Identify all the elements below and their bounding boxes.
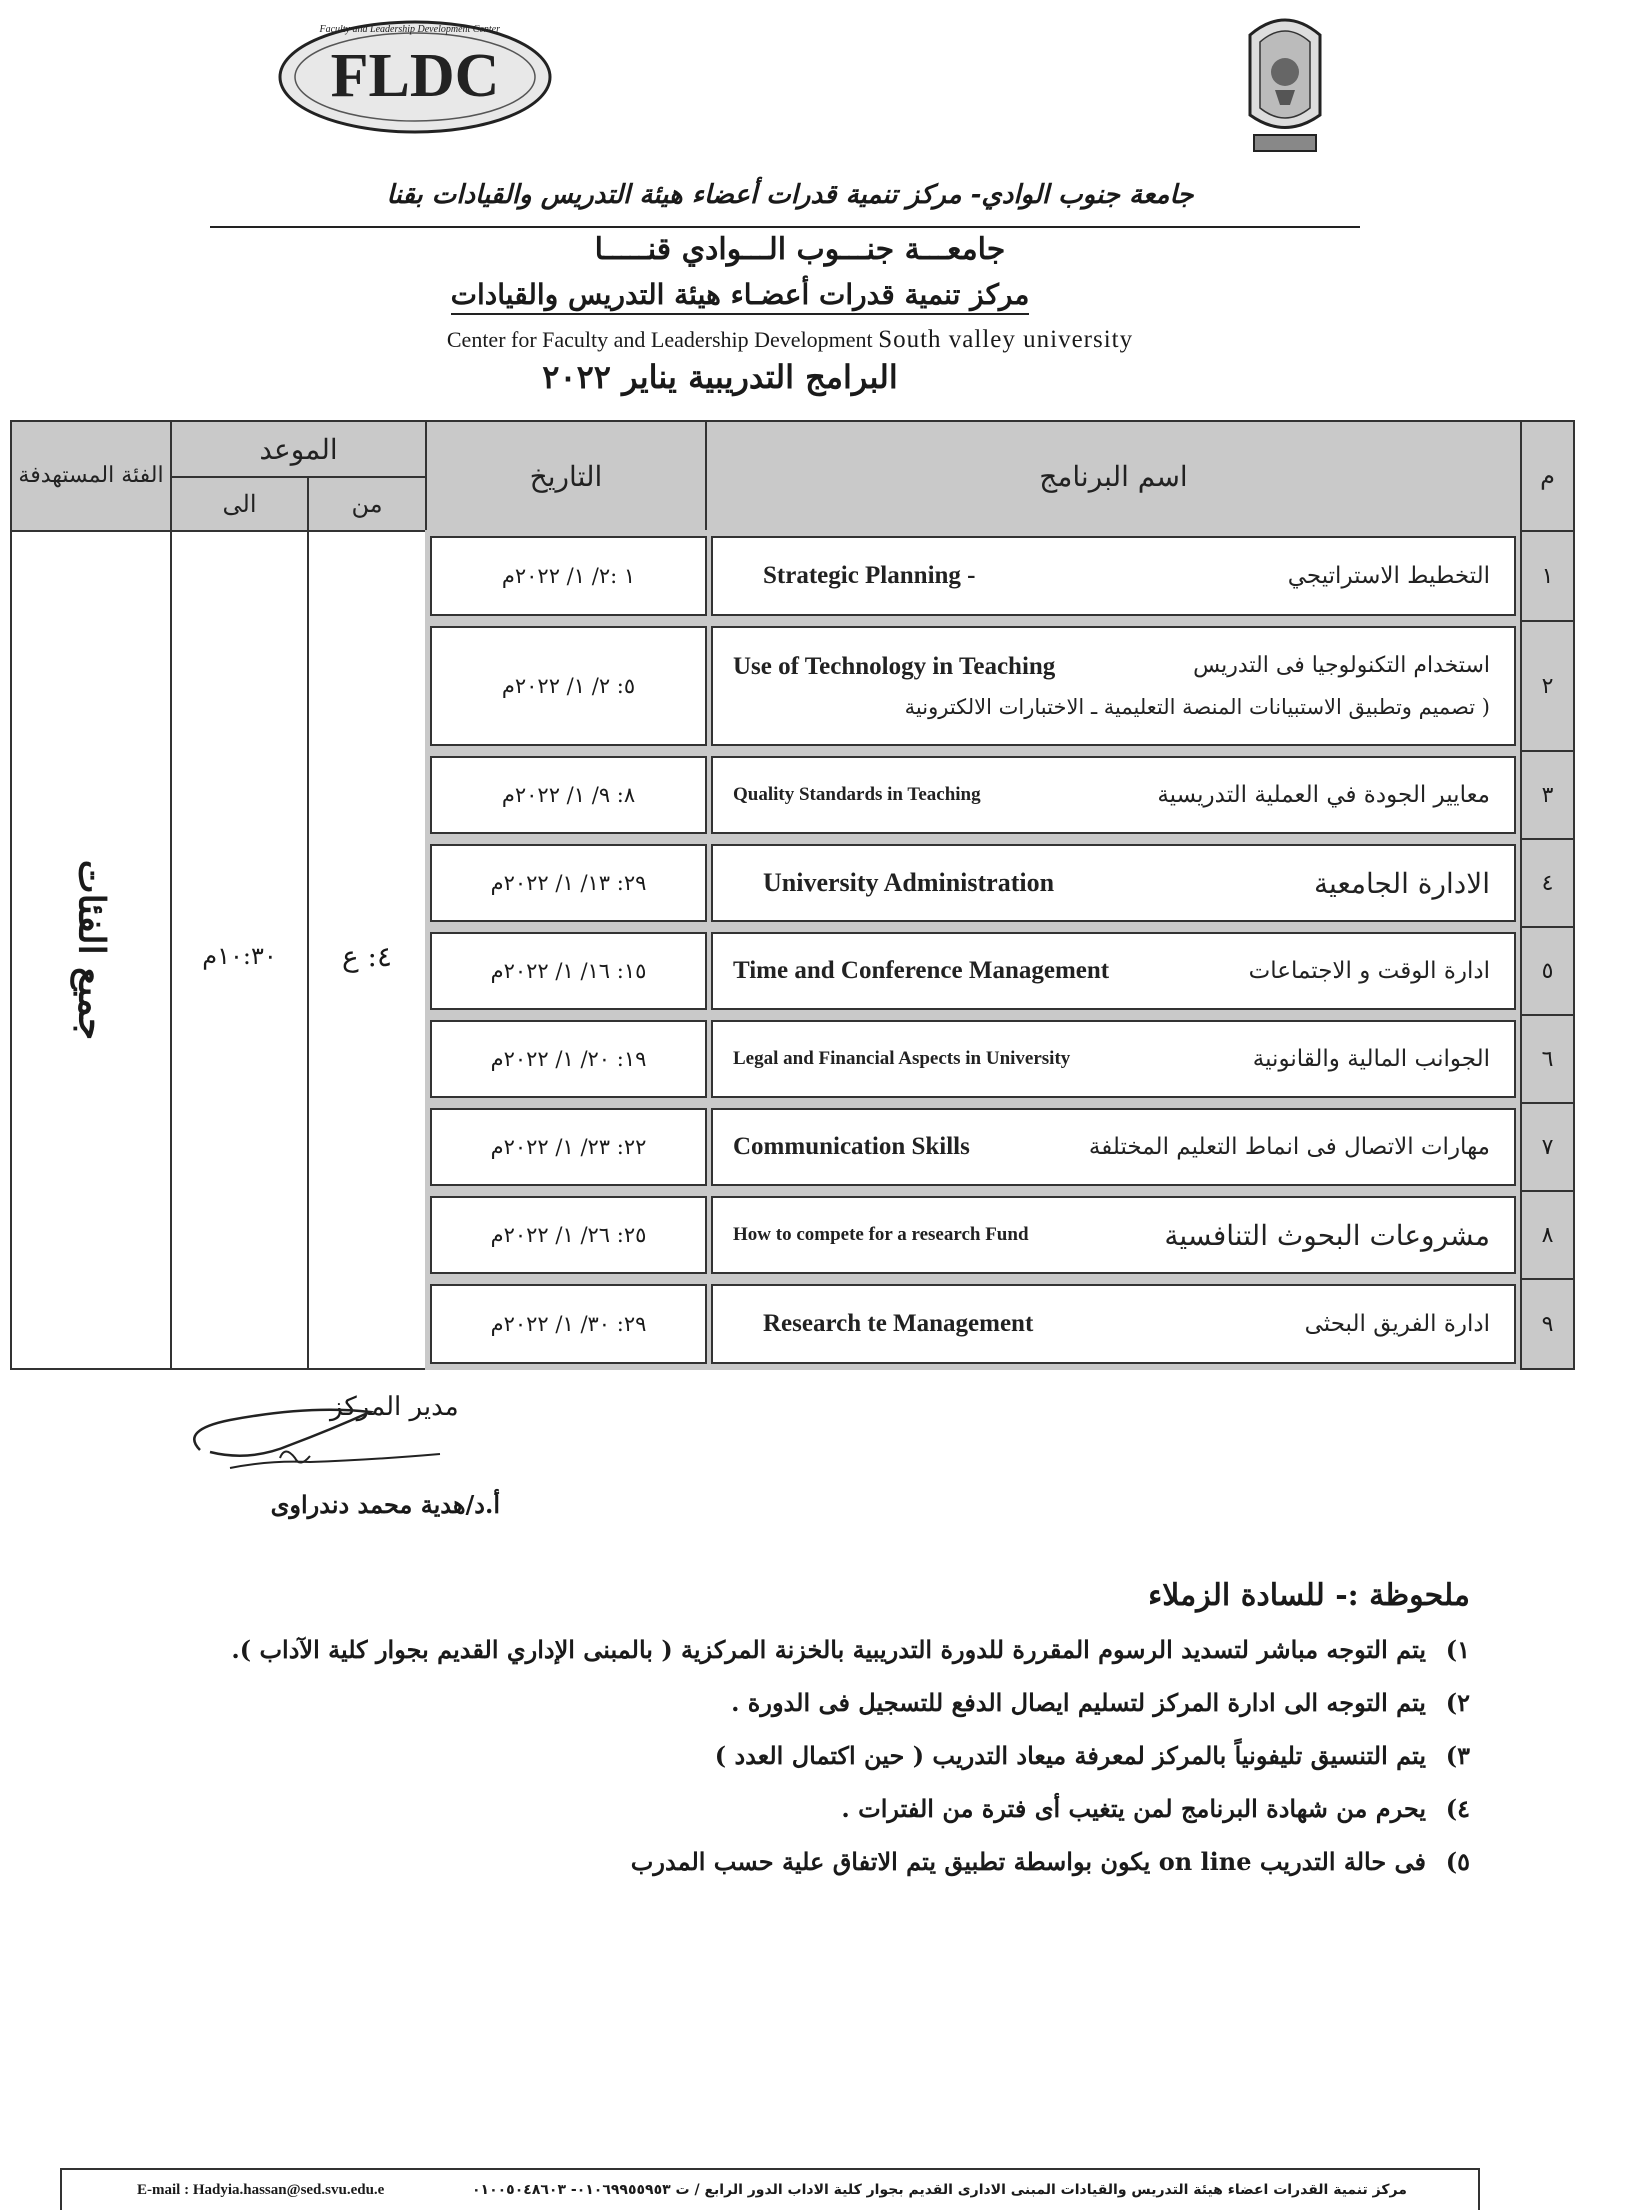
program-date: ٢٩: ١٣/ ١/ ٢٠٢٢م: [430, 844, 707, 922]
program-name-ar: معايير الجودة في العملية التدريسية: [1157, 782, 1490, 808]
time-to-value: ١٠:٣٠م: [202, 942, 277, 970]
row-number: ٢: [1520, 620, 1575, 752]
program-date: ٥: ٢/ ١/ ٢٠٢٢م: [430, 626, 707, 746]
note-item: [231, 1623, 1470, 1676]
program-date: ١٥: ١٦/ ١/ ٢٠٢٢م: [430, 932, 707, 1010]
program-cell: [711, 1020, 1516, 1098]
note-item: [520, 1676, 1470, 1729]
time-from-value: ٤: ع: [341, 940, 393, 973]
target-group-text: جميع الفئات: [70, 859, 112, 1041]
program-date: ١ :٢/ ١/ ٢٠٢٢م: [430, 536, 707, 616]
program-name-ar: مهارات الاتصال فى انماط التعليم المختلفة: [1088, 1134, 1490, 1160]
program-cell: [711, 756, 1516, 834]
signature-title: مدير المركز: [330, 1392, 459, 1422]
note-text: يتم التنسيق تليفونياً بالمركز لمعرفة ميعاد التدريب ( حين اكتمال العدد ): [714, 1741, 1426, 1770]
row-number: ٤: [1520, 838, 1575, 928]
program-cell: [711, 1284, 1516, 1364]
note-item: [520, 1729, 1470, 1782]
program-name-ar: التخطيط الاستراتيجي: [1287, 563, 1490, 589]
row-number: ٦: [1520, 1014, 1575, 1104]
row-number: ٨: [1520, 1190, 1575, 1280]
row-number: ٥: [1520, 926, 1575, 1016]
note-number: ٣): [1445, 1741, 1470, 1770]
note-text: يتم التوجه الى ادارة المركز لتسليم ايصال الدفع للتسجيل فى الدورة .: [731, 1688, 1426, 1717]
handwritten-signature: [170, 1390, 450, 1500]
notes-title: ملحوظة :- للسادة الزملاء: [1148, 1578, 1470, 1613]
program-cell: [711, 1108, 1516, 1186]
signatory-name: أ.د/هدية محمد دندراوى: [270, 1490, 500, 1519]
center-name-text: مركز تنمية قدرات أعضـاء هيئة التدريس والقيادات: [451, 278, 1030, 315]
header-divider: [210, 226, 1360, 228]
program-name-ar: ادارة الوقت و الاجتماعات: [1248, 958, 1490, 984]
program-name-ar: الادارة الجامعية: [1314, 866, 1490, 900]
program-name-en: Time and Conference Management: [733, 957, 1110, 984]
program-name-en: University Administration: [763, 868, 1055, 897]
center-name: [380, 278, 1100, 311]
program-name-en: Research te Management: [763, 1310, 1034, 1337]
program-name-en: Quality Standards in Teaching: [733, 784, 981, 805]
note-text: يحرم من شهادة البرنامج لمن يتغيب أى فترة من الفترات .: [841, 1794, 1426, 1823]
row-number: ١: [1520, 530, 1575, 622]
footer-email: E-mail : Hadyia.hassan@sed.svu.edu.e: [137, 2182, 385, 2198]
program-cell: [711, 844, 1516, 922]
header-from: من: [307, 476, 427, 532]
program-subtitle-ar: ( تصميم وتطبيق الاستبيانات المنصة التعليمية ـ الاختبارات الالكترونية: [904, 695, 1490, 719]
program-name-ar: استخدام التكنولوجيا فى التدريس: [1193, 653, 1490, 678]
header-number: م: [1520, 420, 1575, 532]
target-group-cell: [10, 530, 172, 1370]
note-item: [520, 1782, 1470, 1835]
program-date: ٢٥: ٢٦/ ١/ ٢٠٢٢م: [430, 1196, 707, 1274]
note-number: ٢): [1445, 1688, 1470, 1717]
header-to: الى: [170, 476, 309, 532]
program-name-ar: الجوانب المالية والقانونية: [1252, 1046, 1490, 1072]
row-number: ٧: [1520, 1102, 1575, 1192]
program-name-en: Legal and Financial Aspects in University: [733, 1048, 1071, 1069]
note-number: ١): [1445, 1635, 1470, 1664]
program-cell: [711, 1196, 1516, 1274]
row-number: ٣: [1520, 750, 1575, 840]
program-name-en: Use of Technology in Teaching: [733, 653, 1056, 680]
program-line: [733, 653, 1490, 681]
header-target-group: الفئة المستهدفة: [10, 420, 172, 532]
fldc-logo: [275, 12, 555, 142]
note-text: يتم التوجه مباشر لتسديد الرسوم المقررة للدورة التدريبية بالخزنة المركزية ( بالمبنى الإداري القديم بجوار كلية الآداب ).: [231, 1635, 1426, 1664]
schedule-table: [10, 420, 1575, 1370]
footer: [60, 2168, 1480, 2210]
note-number: ٥): [1445, 1847, 1470, 1876]
program-date: ٢٢: ٢٣/ ١/ ٢٠٢٢م: [430, 1108, 707, 1186]
program-name-en: How to compete for a research Fund: [733, 1224, 1029, 1245]
university-seal-icon: [1240, 10, 1330, 160]
notes-section: [231, 1578, 1470, 1888]
notes-list: [231, 1623, 1470, 1888]
note-text: فى حالة التدريب on line يكون بواسطة تطبيق يتم الاتفاق علية حسب المدرب: [630, 1847, 1426, 1876]
header-top-line: جامعة جنوب الوادي- مركز تنمية قدرات أعضاء هيئة التدريس والقيادات بقنا: [386, 180, 1194, 210]
university-name-en: South valley university: [878, 326, 1134, 353]
program-name-ar: ادارة الفريق البحثى: [1304, 1311, 1490, 1337]
time-to-cell: [170, 530, 309, 1370]
program-name-en: Strategic Planning -: [763, 562, 976, 589]
program-cell: [711, 932, 1516, 1010]
center-name-en: Center for Faculty and Leadership Development: [446, 327, 873, 352]
header-date: التاريخ: [425, 420, 707, 532]
row-number: ٩: [1520, 1278, 1575, 1370]
svg-text:FLDC: FLDC: [330, 42, 500, 110]
program-name-en: Communication Skills: [733, 1133, 970, 1160]
program-date: ١٩: ٢٠/ ١/ ٢٠٢٢م: [430, 1020, 707, 1098]
program-date: ٨: ٩/ ١/ ٢٠٢٢م: [430, 756, 707, 834]
header-time: الموعد: [170, 420, 427, 478]
footer-address: مركز تنمية القدرات اعضاء هيئة التدريس والقيادات المبنى الادارى القديم بجوار كلية الاداب الدور الرابع / ت ٠١٠٦٩٩٥٥٩٥٣- ٠١٠٠٥٠٤٨٦٠٣: [472, 2182, 1407, 2198]
svg-text:Faculty and Leadership Develop: Faculty and Leadership Development Center: [319, 24, 500, 35]
center-name-english: [380, 326, 1200, 354]
header-program-name: اسم البرنامج: [705, 420, 1522, 532]
programs-title: البرامج التدريبية يناير ٢٠٢٢: [542, 358, 898, 396]
time-from-cell: [307, 530, 427, 1370]
program-cell: [711, 626, 1516, 746]
note-number: ٤): [1445, 1794, 1470, 1823]
university-name: جامعـــة جنـــوب الـــوادي قنـــــا: [594, 232, 1006, 267]
program-cell: [711, 536, 1516, 616]
note-item: [520, 1835, 1470, 1888]
program-name-ar: مشروعات البحوث التنافسية: [1164, 1218, 1490, 1252]
program-date: ٢٩: ٣٠/ ١/ ٢٠٢٢م: [430, 1284, 707, 1364]
